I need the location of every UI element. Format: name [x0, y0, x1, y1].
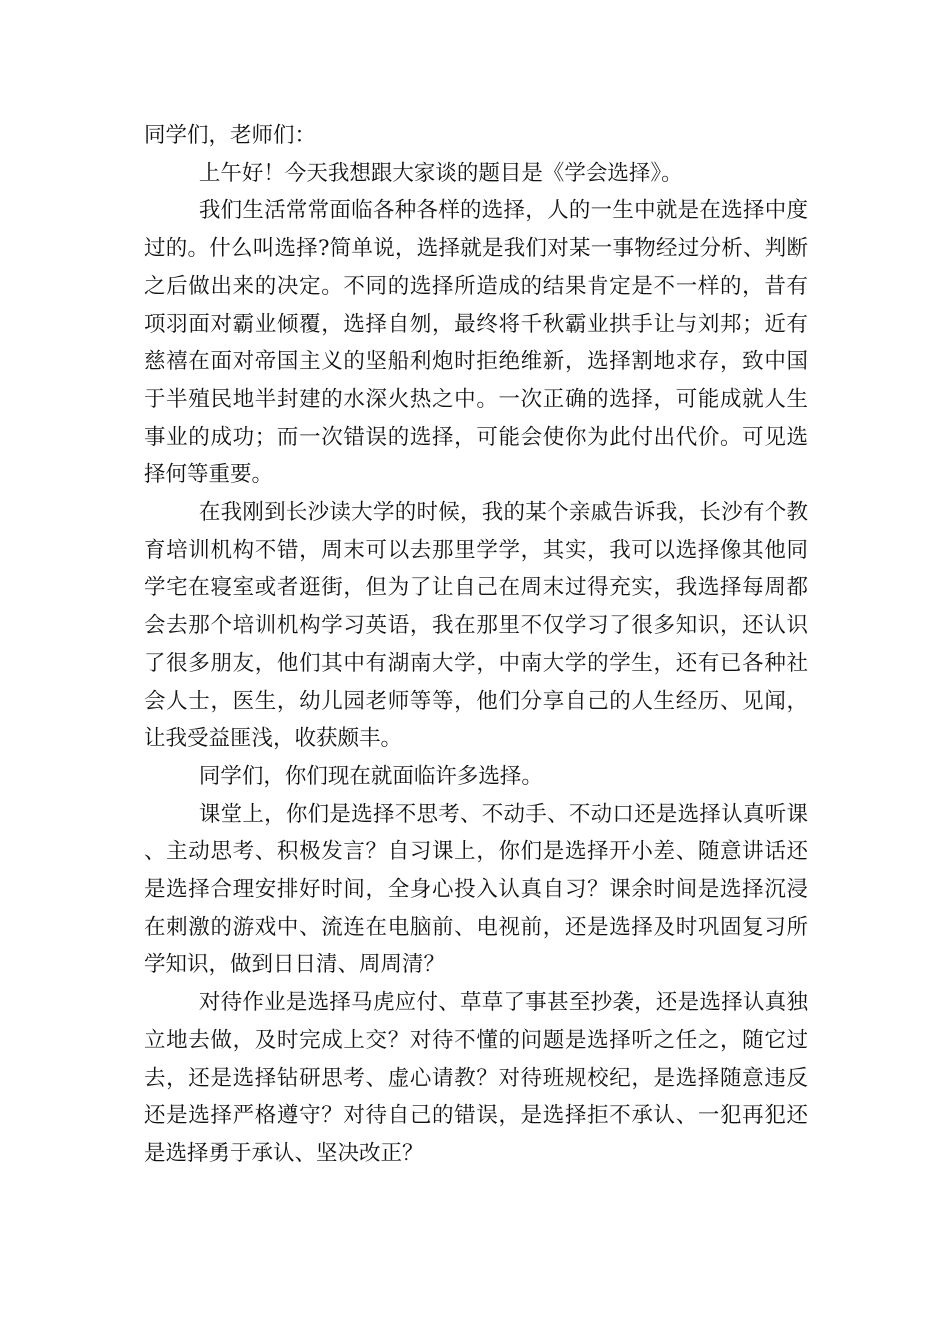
paragraph-many-choices: 同学们，你们现在就面临许多选择。: [198, 763, 543, 789]
paragraph-greeting: 上午好！今天我想跟大家谈的题目是《学会选择》。: [198, 160, 683, 186]
speech-text: [144, 117, 808, 1173]
salutation: 同学们，老师们：: [144, 123, 317, 148]
paragraph-personal-experience: 在我刚到长沙读大学的时候，我的某个亲戚告诉我，长沙有个教育培训机构不错，周末可以去那里学学，其实，我可以选择像其他同学宅在寝室或者逛街，但为了让自己在周末过得充实，我选择每周都会去那个培训机构学习英语，我在那里不仅学习了很多知识，还认识了很多朋友，他们其中有湖南大学，中南大学的学生，还有已各种社会人士，医生，幼儿园老师等等，他们分享自己的人生经历、见闻，让我受益匪浅，收获颇丰。: [144, 500, 808, 752]
paragraph-importance-of-choice: 我们生活常常面临各种各样的选择，人的一生中就是在选择中度过的。什么叫选择?简单说，选择就是我们对某一事物经过分析、判断之后做出来的决定。不同的选择所造成的结果肯定是不一样的，昔有项羽面对霸业倾覆，选择自刎，最终将千秋霸业拱手让与刘邦；近有慈禧在面对帝国主义的坚船利炮时拒绝维新，选择割地求存，致中国于半殖民地半封建的水深火热之中。一次正确的选择，可能成就人生事业的成功；而一次错误的选择，可能会使你为此付出代价。可见选择何等重要。: [144, 198, 808, 488]
paragraph-classroom-choices: 课堂上，你们是选择不思考、不动手、不动口还是选择认真听课、主动思考、积极发言？自习课上，你们是选择开小差、随意讲话还是选择合理安排好时间，全身心投入认真自习？课余时间是选择沉浸在刺激的游戏中、流连在电脑前、电视前，还是选择及时巩固复习所学知识，做到日日清、周周清？: [144, 801, 808, 978]
paragraph-homework-choices: 对待作业是选择马虎应付、草草了事甚至抄袭，还是选择认真独立地去做，及时完成上交？对待不懂的问题是选择听之任之，随它过去，还是选择钻研思考、虚心请教？对待班规校纪，是选择随意违反还是选择严格遵守？对待自己的错误，是选择拒不承认、一犯再犯还是选择勇于承认、坚决改正？: [144, 990, 808, 1166]
